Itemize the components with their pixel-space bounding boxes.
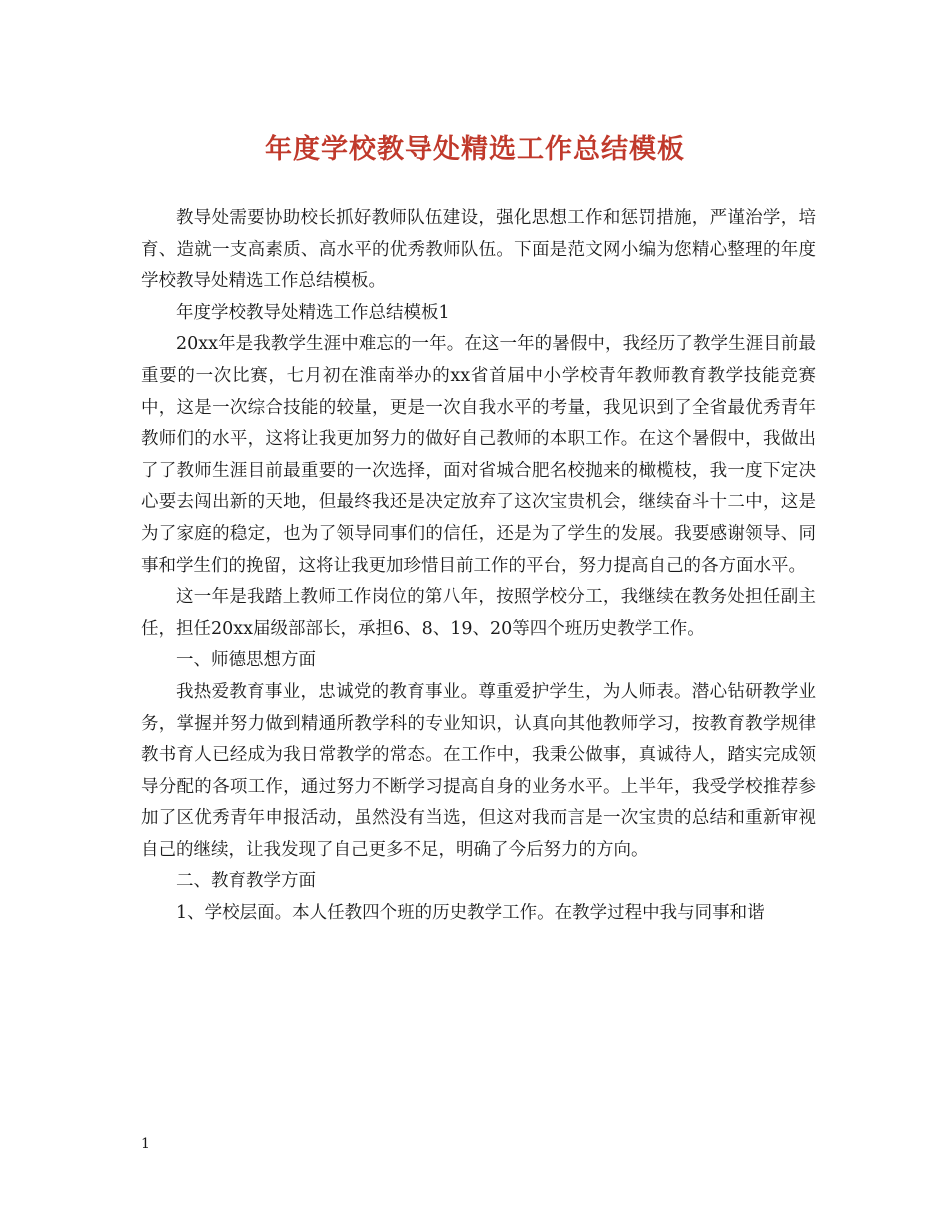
section-heading-2: 二、教育教学方面	[176, 871, 316, 892]
section-heading-1: 一、师德思想方面	[176, 650, 316, 671]
page-number: 1	[141, 1136, 150, 1152]
paragraph-subtitle: 年度学校教导处精选工作总结模板1	[176, 302, 450, 323]
paragraph-body-3: 我热爱教育事业，忠诚党的教育事业。尊重爱护学生，为人师表。潜心钻研教学业务，掌握并努力做到精通所教学科的专业知识，认真向其他教师学习，按教育教学规律教书育人已经成为我日常教学的常态。在工作中，我秉公做事，真诚待人，踏实完成领导分配的各项工作，通过努力不断学习提高自身的业务水平。上半年，我受学校推荐参加了区优秀青年申报活动，虽然没有当选，但这对我而言是一次宝贵的总结和重新审视自己的继续，让我发现了自己更多不足，明确了今后努力的方向。	[141, 681, 816, 860]
paragraph-body-1: 20xx年是我教学生涯中难忘的一年。在这一年的暑假中，我经历了教学生涯目前最重要的一次比赛，七月初在淮南举办的xx省首届中小学校青年教师教育教学技能竞赛中，这是一次综合技能的较量，更是一次自我水平的考量，我见识到了全省最优秀青年教师们的水平，这将让我更加努力的做好自己教师的本职工作。在这个暑假中，我做出了了教师生涯目前最重要的一次选择，面对省城合肥名校抛来的橄榄枝，我一度下定决心要去闯出新的天地，但最终我还是决定放弃了这次宝贵机会，继续奋斗十二中，这是为了家庭的稳定，也为了领导同事们的信任，还是为了学生的发展。我要感谢领导、同事和学生们的挽留，这将让我更加珍惜目前工作的平台，努力提高自己的各方面水平。	[141, 334, 816, 576]
document-title: 年度学校教导处精选工作总结模板	[265, 134, 685, 165]
document-body	[141, 203, 816, 930]
paragraph-body-2: 这一年是我踏上教师工作岗位的第八年，按照学校分工，我继续在教务处担任副主任，担任20xx届级部部长，承担6、8、19、20等四个班历史教学工作。	[141, 587, 816, 639]
paragraph-body-4: 1、学校层面。本人任教四个班的历史教学工作。在教学过程中我与同事和谐	[176, 903, 765, 924]
paragraph-intro: 教导处需要协助校长抓好教师队伍建设，强化思想工作和惩罚措施，严谨治学，培育、造就一支高素质、高水平的优秀教师队伍。下面是范文网小编为您精心整理的年度学校教导处精选工作总结模板。	[141, 208, 816, 292]
